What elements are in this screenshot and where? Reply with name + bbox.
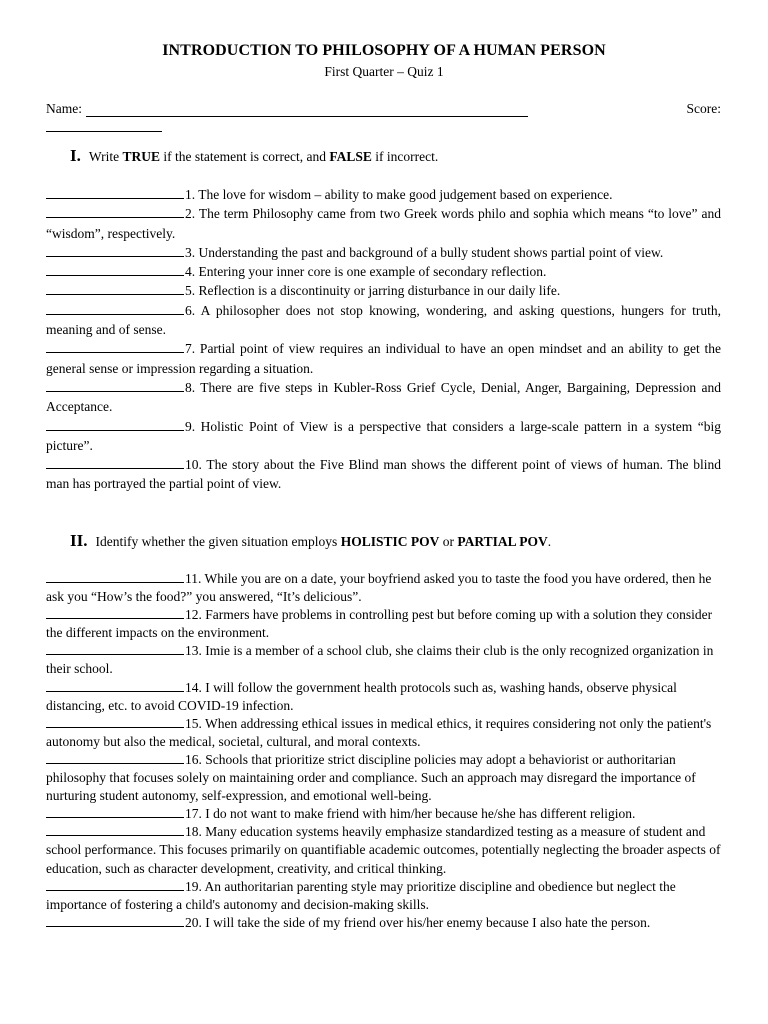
question-item [46,378,721,417]
question-item [46,823,721,877]
question-item [46,878,721,914]
name-row [46,101,721,117]
question-text: 5. Reflection is a discontinuity or jarring disturbance in our daily life. [185,283,561,299]
answer-blank[interactable] [46,878,184,891]
section1-text-mid: if the statement is correct, and [159,149,330,164]
question-text: 11. While you are on a date, your boyfriend asked you to taste the food you have ordered, then he ask you “How’s the food?” you answered, “It’s delicious”. [46,571,712,605]
section2-keyword-partial: PARTIAL POV [457,534,548,549]
answer-blank[interactable] [46,642,184,655]
section1-instructions [70,146,438,166]
section2-text-post: . [547,534,552,549]
question-item [46,642,721,678]
question-text: 13. Imie is a member of a school club, she claims their club is the only recognized organization in their school. [46,643,714,677]
section1-roman: I. [70,146,81,165]
score-label: Score: [686,101,721,116]
answer-blank[interactable] [46,186,184,199]
answer-blank[interactable] [46,823,184,836]
question-item [46,751,721,805]
question-item [46,281,721,300]
section1-keyword-true: TRUE [122,149,160,164]
page-subtitle: First Quarter – Quiz 1 [324,64,444,79]
question-text: 9. Holistic Point of View is a perspective that considers a large-scale pattern in a system “big picture”. [46,418,721,453]
section2-keyword-holistic: HOLISTIC POV [340,534,440,549]
question-item [46,417,721,456]
answer-blank[interactable] [46,715,184,728]
score-field[interactable] [46,130,162,132]
question-item [46,606,721,642]
question-item [46,570,721,606]
answer-blank[interactable] [46,244,184,257]
question-text: 10. The story about the Five Blind man shows the different point of views of human. The blind man has portrayed the partial point of view. [46,457,721,492]
question-item [46,805,721,823]
question-item [46,715,721,751]
question-text: 7. Partial point of view requires an individual to have an open mindset and an ability to get the general sense or impression regarding a situation. [46,341,721,376]
question-text: 2. The term Philosophy came from two Greek words philo and sophia which means “to love” and “wisdom”, respectively. [46,206,721,241]
section1-items [46,185,721,494]
answer-blank[interactable] [46,379,184,392]
answer-blank[interactable] [46,340,184,353]
question-text: 14. I will follow the government health protocols such as, washing hands, observe physical distancing, etc. to avoid COVID-19 infection. [46,679,677,713]
section1-text-post: if incorrect. [371,149,439,164]
answer-blank[interactable] [46,205,184,218]
answer-blank[interactable] [46,263,184,276]
page-title: INTRODUCTION TO PHILOSOPHY OF A HUMAN PERSON [162,42,606,59]
question-item [46,301,721,340]
question-item [46,339,721,378]
answer-blank[interactable] [46,418,184,431]
question-text: 19. An authoritarian parenting style may prioritize discipline and obedience but neglect the importance of fostering a child's autonomy and decision-making skills. [46,878,676,912]
answer-blank[interactable] [46,805,184,818]
question-item [46,262,721,281]
answer-blank[interactable] [46,570,184,583]
question-item [46,455,721,494]
question-text: 8. There are five steps in Kubler-Ross Grief Cycle, Denial, Anger, Bargaining, Depression and Acceptance. [46,379,721,415]
section2-text-pre: Identify whether the given situation employs [95,534,341,549]
section1-keyword-false: FALSE [329,149,372,164]
question-text: 17. I do not want to make friend with him/her because he/she has different religion. [185,806,636,822]
answer-blank[interactable] [46,606,184,619]
question-text: 6. A philosopher does not stop knowing, wondering, and asking questions, hungers for truth, meaning and of sense. [46,302,721,338]
question-item [46,185,721,204]
question-item [46,914,721,932]
question-text: 1. The love for wisdom – ability to make good judgement based on experience. [185,187,613,202]
section1-text-pre: Write [88,149,123,164]
question-item [46,243,721,262]
question-text: 12. Farmers have problems in controlling pest but before coming up with a solution they consider the different impacts on the environment. [46,607,713,641]
name-field[interactable] [86,103,528,117]
section2-items [46,570,721,932]
answer-blank[interactable] [46,282,184,295]
answer-blank[interactable] [46,302,184,315]
question-item [46,204,721,243]
question-item [46,679,721,715]
answer-blank[interactable] [46,679,184,692]
question-text: 15. When addressing ethical issues in medical ethics, it requires considering not only the patient's autonomy but also the medical, societal, cultural, and moral contexts. [46,715,712,749]
answer-blank[interactable] [46,914,184,927]
question-text: 16. Schools that prioritize strict discipline policies may adopt a behaviorist or authoritarian philosophy that focuses solely on maintaining order and compliance. Such an approach may disregard the importance of nurturing student autonomy, self-expression, and emotional well-being. [46,751,696,804]
question-text: 20. I will take the side of my friend over his/her enemy because I also hate the person. [185,914,651,930]
section2-instructions [70,531,551,551]
section2-roman: II. [70,531,88,550]
section2-text-mid: or [439,534,458,549]
question-text: 18. Many education systems heavily emphasize standardized testing as a measure of student and school performance. This focuses primarily on quantifiable academic outcomes, potentially neglecting the broader aspects of education, such as character development, creativity, and critical thinking. [46,824,721,876]
answer-blank[interactable] [46,751,184,764]
question-text: 3. Understanding the past and background of a bully student shows partial point of view. [185,244,664,260]
answer-blank[interactable] [46,456,184,469]
name-label: Name: [46,101,82,116]
question-text: 4. Entering your inner core is one example of secondary reflection. [185,264,547,280]
